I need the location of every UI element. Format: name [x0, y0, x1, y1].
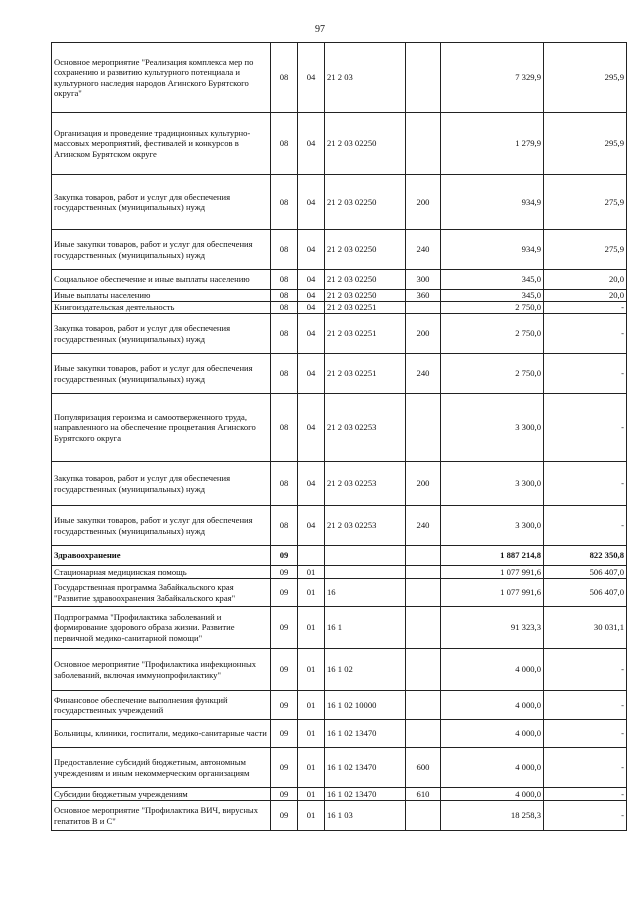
row-expense-type-cell: [406, 649, 441, 691]
row-section-cell: 08: [271, 270, 298, 290]
row-amount-subvention-cell: 295,9: [544, 113, 627, 175]
row-section-cell: 08: [271, 462, 298, 506]
row-amount-total-cell: 2 750,0: [441, 302, 544, 314]
row-target-article-cell: 21 2 03 02253: [325, 506, 406, 546]
row-amount-subvention-cell: -: [544, 506, 627, 546]
row-section-cell: 08: [271, 290, 298, 302]
row-target-article-cell: 16 1: [325, 607, 406, 649]
row-amount-total-cell: 1 279,9: [441, 113, 544, 175]
row-target-article-cell: 16 1 02 13470: [325, 788, 406, 801]
row-amount-total-cell: 2 750,0: [441, 354, 544, 394]
row-name-cell: Здравоохранение: [52, 546, 271, 566]
row-name-cell: Социальное обеспечение и иные выплаты населению: [52, 270, 271, 290]
table-row: [52, 314, 627, 354]
row-amount-subvention-cell: -: [544, 394, 627, 462]
row-target-article-cell: 16 1 02 10000: [325, 691, 406, 720]
row-subsection-cell: 01: [298, 566, 325, 579]
row-subsection-cell: 01: [298, 607, 325, 649]
table-row: [52, 302, 627, 314]
row-name-cell: Закупка товаров, работ и услуг для обеспечения государственных (муниципальных) нужд: [52, 462, 271, 506]
table-row: [52, 579, 627, 607]
row-subsection-cell: 04: [298, 175, 325, 230]
row-amount-total-cell: 4 000,0: [441, 748, 544, 788]
row-amount-total-cell: 345,0: [441, 270, 544, 290]
row-section-cell: 08: [271, 175, 298, 230]
row-target-article-cell: 21 2 03 02250: [325, 175, 406, 230]
row-section-cell: 08: [271, 394, 298, 462]
row-subsection-cell: 04: [298, 290, 325, 302]
row-expense-type-cell: [406, 579, 441, 607]
row-name-cell: Стационарная медицинская помощь: [52, 566, 271, 579]
row-name-cell: Книгоиздательская деятельность: [52, 302, 271, 314]
table-row: [52, 290, 627, 302]
row-expense-type-cell: 200: [406, 175, 441, 230]
row-amount-subvention-cell: 275,9: [544, 175, 627, 230]
row-name-cell: Организация и проведение традиционных культурно-массовых мероприятий, фестивалей и конкурсов в Агинском Бурятском округе: [52, 113, 271, 175]
table-row: [52, 230, 627, 270]
row-amount-subvention-cell: -: [544, 354, 627, 394]
row-subsection-cell: 04: [298, 314, 325, 354]
table-row: [52, 607, 627, 649]
row-amount-total-cell: 7 329,9: [441, 43, 544, 113]
row-section-cell: 09: [271, 748, 298, 788]
row-expense-type-cell: [406, 801, 441, 831]
row-amount-total-cell: 345,0: [441, 290, 544, 302]
row-amount-subvention-cell: 30 031,1: [544, 607, 627, 649]
table-row: [52, 788, 627, 801]
row-expense-type-cell: 300: [406, 270, 441, 290]
row-target-article-cell: 16 1 02 13470: [325, 748, 406, 788]
row-expense-type-cell: 360: [406, 290, 441, 302]
row-amount-subvention-cell: -: [544, 462, 627, 506]
row-target-article-cell: 21 2 03 02251: [325, 354, 406, 394]
row-amount-total-cell: 934,9: [441, 175, 544, 230]
row-expense-type-cell: 200: [406, 314, 441, 354]
row-amount-total-cell: 4 000,0: [441, 691, 544, 720]
row-subsection-cell: 01: [298, 579, 325, 607]
row-amount-total-cell: 91 323,3: [441, 607, 544, 649]
row-expense-type-cell: [406, 720, 441, 748]
row-name-cell: Иные закупки товаров, работ и услуг для обеспечения государственных (муниципальных) нужд: [52, 354, 271, 394]
row-name-cell: Иные закупки товаров, работ и услуг для обеспечения государственных (муниципальных) нужд: [52, 506, 271, 546]
row-target-article-cell: [325, 546, 406, 566]
table-row: [52, 748, 627, 788]
row-subsection-cell: 04: [298, 270, 325, 290]
row-name-cell: Закупка товаров, работ и услуг для обеспечения государственных (муниципальных) нужд: [52, 314, 271, 354]
row-target-article-cell: 21 2 03 02253: [325, 394, 406, 462]
row-target-article-cell: 21 2 03: [325, 43, 406, 113]
row-target-article-cell: [325, 566, 406, 579]
row-name-cell: Популяризация героизма и самоотверженного труда, направленного на обеспечение процветания Агинского Бурятского округа: [52, 394, 271, 462]
table-row: [52, 394, 627, 462]
row-amount-subvention-cell: -: [544, 649, 627, 691]
row-amount-total-cell: 934,9: [441, 230, 544, 270]
row-amount-total-cell: 3 300,0: [441, 394, 544, 462]
row-subsection-cell: [298, 546, 325, 566]
row-name-cell: Иные выплаты населению: [52, 290, 271, 302]
row-target-article-cell: 16 1 03: [325, 801, 406, 831]
row-expense-type-cell: [406, 302, 441, 314]
row-section-cell: 09: [271, 579, 298, 607]
table-row: [52, 691, 627, 720]
row-amount-subvention-cell: -: [544, 801, 627, 831]
row-target-article-cell: 16 1 02 13470: [325, 720, 406, 748]
page-number: 97: [315, 24, 325, 35]
table-row: [52, 506, 627, 546]
row-expense-type-cell: [406, 691, 441, 720]
table-row: [52, 354, 627, 394]
row-amount-subvention-cell: 822 350,8: [544, 546, 627, 566]
table-row: [52, 462, 627, 506]
row-amount-total-cell: 18 258,3: [441, 801, 544, 831]
row-amount-subvention-cell: 20,0: [544, 270, 627, 290]
row-name-cell: Иные закупки товаров, работ и услуг для обеспечения государственных (муниципальных) нужд: [52, 230, 271, 270]
row-amount-total-cell: 1 887 214,8: [441, 546, 544, 566]
table-row: [52, 43, 627, 113]
row-expense-type-cell: 240: [406, 506, 441, 546]
row-section-cell: 08: [271, 230, 298, 270]
row-section-cell: 08: [271, 506, 298, 546]
row-subsection-cell: 04: [298, 302, 325, 314]
row-section-cell: 09: [271, 720, 298, 748]
row-target-article-cell: 21 2 03 02250: [325, 290, 406, 302]
row-amount-total-cell: 1 077 991,6: [441, 566, 544, 579]
table-row: [52, 113, 627, 175]
row-subsection-cell: 04: [298, 230, 325, 270]
table-row: [52, 720, 627, 748]
row-name-cell: Больницы, клиники, госпитали, медико-санитарные части: [52, 720, 271, 748]
row-expense-type-cell: [406, 43, 441, 113]
budget-table: [51, 42, 627, 831]
row-name-cell: Основное мероприятие "Профилактика инфекционных заболеваний, включая иммунопрофилактику": [52, 649, 271, 691]
row-amount-total-cell: 4 000,0: [441, 720, 544, 748]
row-amount-subvention-cell: -: [544, 720, 627, 748]
row-amount-subvention-cell: -: [544, 691, 627, 720]
row-subsection-cell: 01: [298, 801, 325, 831]
row-section-cell: 09: [271, 546, 298, 566]
row-section-cell: 09: [271, 801, 298, 831]
row-amount-total-cell: 3 300,0: [441, 462, 544, 506]
row-amount-subvention-cell: -: [544, 302, 627, 314]
row-subsection-cell: 04: [298, 462, 325, 506]
row-section-cell: 09: [271, 607, 298, 649]
row-subsection-cell: 04: [298, 113, 325, 175]
row-amount-subvention-cell: -: [544, 788, 627, 801]
row-amount-total-cell: 3 300,0: [441, 506, 544, 546]
row-name-cell: Субсидии бюджетным учреждениям: [52, 788, 271, 801]
row-target-article-cell: 16 1 02: [325, 649, 406, 691]
row-expense-type-cell: [406, 566, 441, 579]
row-target-article-cell: 16: [325, 579, 406, 607]
row-name-cell: Закупка товаров, работ и услуг для обеспечения государственных (муниципальных) нужд: [52, 175, 271, 230]
row-expense-type-cell: [406, 607, 441, 649]
row-target-article-cell: 21 2 03 02250: [325, 270, 406, 290]
row-amount-subvention-cell: 506 407,0: [544, 566, 627, 579]
row-amount-total-cell: 2 750,0: [441, 314, 544, 354]
row-section-cell: 08: [271, 314, 298, 354]
row-subsection-cell: 04: [298, 43, 325, 113]
row-subsection-cell: 01: [298, 649, 325, 691]
row-target-article-cell: 21 2 03 02250: [325, 230, 406, 270]
row-amount-subvention-cell: 275,9: [544, 230, 627, 270]
row-name-cell: Финансовое обеспечение выполнения функций государственных учреждений: [52, 691, 271, 720]
row-subsection-cell: 01: [298, 691, 325, 720]
table-row: [52, 546, 627, 566]
row-section-cell: 08: [271, 302, 298, 314]
row-amount-total-cell: 1 077 991,6: [441, 579, 544, 607]
row-name-cell: Подпрограмма "Профилактика заболеваний и формирование здорового образа жизни. Развитие первичной медико-санитарной помощи": [52, 607, 271, 649]
table-row: [52, 649, 627, 691]
row-subsection-cell: 01: [298, 748, 325, 788]
row-amount-subvention-cell: -: [544, 314, 627, 354]
table-row: [52, 175, 627, 230]
row-name-cell: Предоставление субсидий бюджетным, автономным учреждениям и иным некоммерческим организациям: [52, 748, 271, 788]
row-section-cell: 09: [271, 788, 298, 801]
row-expense-type-cell: 600: [406, 748, 441, 788]
table-row: [52, 801, 627, 831]
row-expense-type-cell: 200: [406, 462, 441, 506]
table-row: [52, 566, 627, 579]
row-expense-type-cell: 610: [406, 788, 441, 801]
row-subsection-cell: 04: [298, 394, 325, 462]
row-target-article-cell: 21 2 03 02251: [325, 302, 406, 314]
row-name-cell: Основное мероприятие "Реализация комплекса мер по сохранению и развитию культурного потенциала и культурного наследия народов Агинского Бурятского округа": [52, 43, 271, 113]
row-section-cell: 09: [271, 691, 298, 720]
row-section-cell: 08: [271, 43, 298, 113]
row-subsection-cell: 01: [298, 788, 325, 801]
row-expense-type-cell: [406, 394, 441, 462]
row-section-cell: 08: [271, 354, 298, 394]
row-target-article-cell: 21 2 03 02250: [325, 113, 406, 175]
row-subsection-cell: 04: [298, 354, 325, 394]
row-amount-subvention-cell: 506 407,0: [544, 579, 627, 607]
row-amount-subvention-cell: 20,0: [544, 290, 627, 302]
row-expense-type-cell: 240: [406, 354, 441, 394]
row-name-cell: Основное мероприятие "Профилактика ВИЧ, вирусных гепатитов В и С": [52, 801, 271, 831]
row-section-cell: 08: [271, 113, 298, 175]
row-subsection-cell: 04: [298, 506, 325, 546]
row-expense-type-cell: [406, 546, 441, 566]
row-amount-subvention-cell: 295,9: [544, 43, 627, 113]
row-section-cell: 09: [271, 649, 298, 691]
row-amount-total-cell: 4 000,0: [441, 788, 544, 801]
row-amount-total-cell: 4 000,0: [441, 649, 544, 691]
row-amount-subvention-cell: -: [544, 748, 627, 788]
table-row: [52, 270, 627, 290]
row-target-article-cell: 21 2 03 02251: [325, 314, 406, 354]
row-section-cell: 09: [271, 566, 298, 579]
row-expense-type-cell: [406, 113, 441, 175]
row-subsection-cell: 01: [298, 720, 325, 748]
row-name-cell: Государственная программа Забайкальского края "Развитие здравоохранения Забайкальского края": [52, 579, 271, 607]
row-expense-type-cell: 240: [406, 230, 441, 270]
row-target-article-cell: 21 2 03 02253: [325, 462, 406, 506]
